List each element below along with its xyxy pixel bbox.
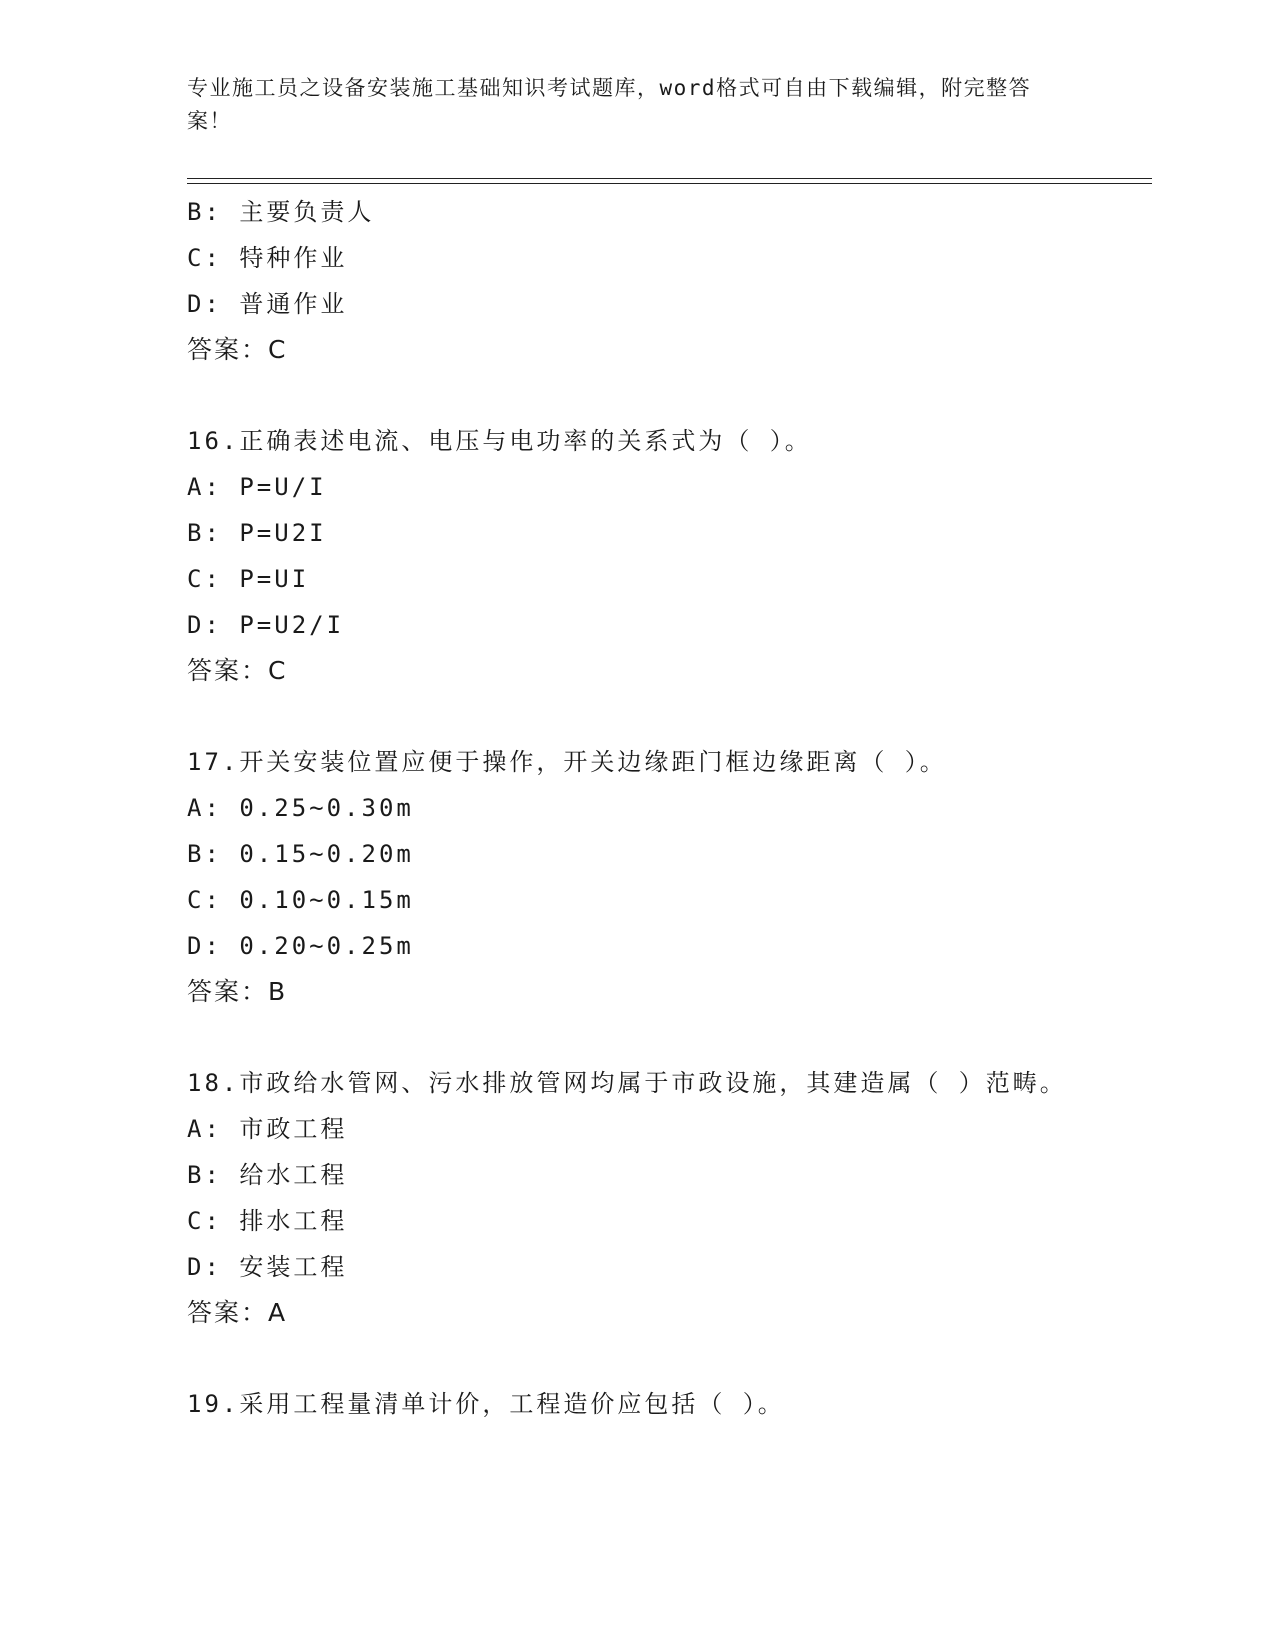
header-text: 专业施工员之设备安装施工基础知识考试题库，word格式可自由下载编辑，附完整答案！ <box>187 76 1032 133</box>
option-text: P=U2/I <box>239 611 345 639</box>
option-d <box>187 602 1087 648</box>
spacer <box>187 373 1087 418</box>
answer-line: 答案：C <box>187 335 288 364</box>
question-text: 16.正确表述电流、电压与电功率的关系式为（ ）。 <box>187 427 812 455</box>
question-block-17 <box>187 739 1087 1015</box>
option-label: C: <box>187 886 222 914</box>
option-label: A: <box>187 473 222 501</box>
option-text: 给水工程 <box>239 1161 348 1189</box>
option-c <box>187 1198 1087 1244</box>
option-b <box>187 831 1087 877</box>
option-c <box>187 235 1087 281</box>
option-text: P=U/I <box>239 473 327 501</box>
option-c <box>187 877 1087 923</box>
option-a <box>187 464 1087 510</box>
question-list <box>187 189 1087 1427</box>
option-label: A: <box>187 794 222 822</box>
option-label: C: <box>187 1207 222 1235</box>
option-d <box>187 923 1087 969</box>
option-d <box>187 1244 1087 1290</box>
question-text: 19.采用工程量清单计价，工程造价应包括（ ）。 <box>187 1390 785 1418</box>
option-text: P=U2I <box>239 519 327 547</box>
answer-line: 答案：A <box>187 1298 288 1327</box>
option-label: B: <box>187 198 222 226</box>
option-text: 0.10~0.15m <box>239 886 414 914</box>
option-text: P=UI <box>239 565 310 593</box>
option-b <box>187 189 1087 235</box>
option-label: C: <box>187 244 222 272</box>
option-label: B: <box>187 840 222 868</box>
spacer <box>187 1336 1087 1381</box>
option-label: D: <box>187 290 222 318</box>
option-label: C: <box>187 565 222 593</box>
question-block-18 <box>187 1060 1087 1336</box>
question-block-15 <box>187 189 1087 373</box>
answer-line: 答案：B <box>187 977 288 1006</box>
option-text: 特种作业 <box>239 244 348 272</box>
option-b <box>187 510 1087 556</box>
header-divider-bottom <box>187 183 1152 184</box>
option-label: D: <box>187 932 222 960</box>
option-a <box>187 1106 1087 1152</box>
option-label: D: <box>187 1253 222 1281</box>
option-text: 0.25~0.30m <box>239 794 414 822</box>
option-text: 0.15~0.20m <box>239 840 414 868</box>
option-label: B: <box>187 1161 222 1189</box>
option-a <box>187 785 1087 831</box>
option-label: D: <box>187 611 222 639</box>
page-header <box>187 72 1067 138</box>
option-label: B: <box>187 519 222 547</box>
question-block-19 <box>187 1381 1087 1427</box>
option-c <box>187 556 1087 602</box>
header-divider-top <box>187 178 1152 179</box>
option-text: 0.20~0.25m <box>239 932 414 960</box>
option-text: 排水工程 <box>239 1207 348 1235</box>
option-text: 市政工程 <box>239 1115 348 1143</box>
option-label: A: <box>187 1115 222 1143</box>
option-text: 安装工程 <box>239 1253 348 1281</box>
question-text: 18.市政给水管网、污水排放管网均属于市政设施，其建造属（ ）范畴。 <box>187 1069 1067 1097</box>
option-text: 普通作业 <box>239 290 348 318</box>
option-b <box>187 1152 1087 1198</box>
spacer <box>187 1015 1087 1060</box>
option-d <box>187 281 1087 327</box>
spacer <box>187 694 1087 739</box>
option-text: 主要负责人 <box>239 198 375 226</box>
answer-line: 答案：C <box>187 656 288 685</box>
question-block-16 <box>187 418 1087 694</box>
question-text: 17.开关安装位置应便于操作，开关边缘距门框边缘距离（ ）。 <box>187 748 947 776</box>
